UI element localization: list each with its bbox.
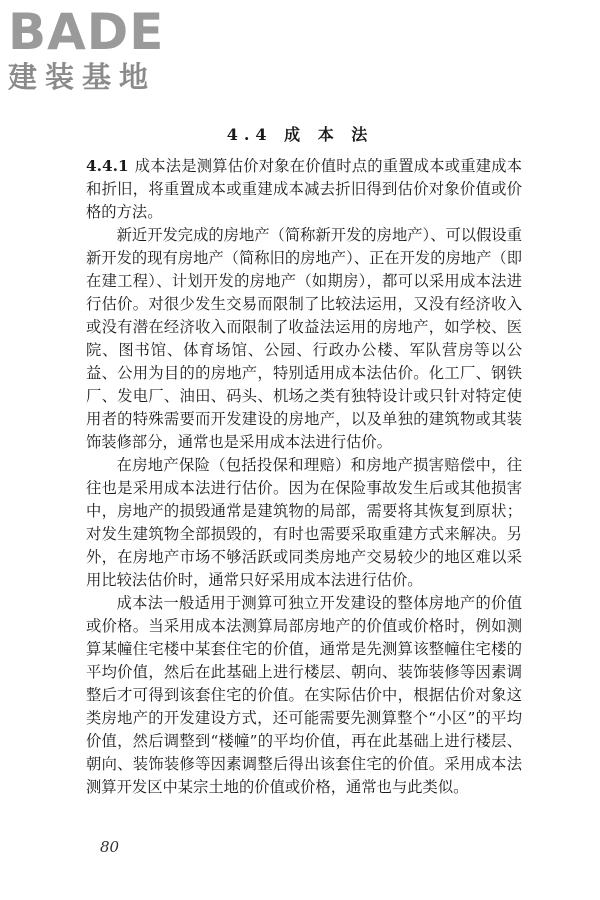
- page-body: [86, 155, 522, 799]
- paragraph: 新近开发完成的房地产（简称新开发的房地产）、可以假设重新开发的现有房地产（简称旧的房地产）、正在开发的房地产（即在建工程）、计划开发的房地产（如期房），都可以采用成本法进行估价。对很少发生交易而限制了比较法运用，又没有经济收入或没有潜在经济收入而限制了收益法运用的房地产，如学校、医院、图书馆、体育场馆、公园、行政办公楼、军队营房等以公益、公用为目的的房地产，特别适用成本法估价。化工厂、钢铁厂、发电厂、油田、码头、机场之类有独特设计或只针对特定使用者的特殊需要而开发建设的房地产，以及单独的建筑物或其装饰装修部分，通常也是采用成本法进行估价。: [86, 226, 522, 451]
- paragraph: 在房地产保险（包括投保和理赔）和房地产损害赔偿中，往往也是采用成本法进行估价。因为在保险事故发生后或其他损害中，房地产的损毁通常是建筑物的局部，需要将其恢复到原状；对发生建筑物全部损毁的，有时也需要采取重建方式来解决。另外，在房地产市场不够活跃或同类房地产交易较少的地区难以采用比较法估价时，通常只好采用成本法进行估价。: [86, 456, 522, 589]
- logo-chinese-name: 建装基地: [8, 60, 157, 94]
- clause-text: 成本法是测算估价对象在价值时点的重置成本或重建成本和折旧，将重置成本或重建成本减去折旧得到估价对象价值或价格的方法。: [86, 157, 522, 221]
- logo-wordmark: BADE: [8, 3, 165, 61]
- clause-number: 4.4.1: [86, 157, 129, 175]
- paragraph-clause: [86, 155, 522, 224]
- bade-logo: [8, 3, 183, 98]
- page-number: 80: [100, 838, 120, 856]
- section-title: 4.4 成 本 法: [226, 125, 374, 144]
- paragraph: 成本法一般适用于测算可独立开发建设的整体房地产的价值或价格。当采用成本法测算局部房地产的价值或价格时，例如测算某幢住宅楼中某套住宅的价值，通常是先测算该整幢住宅楼的平均价值，然后在此基础上进行楼层、朝向、装饰装修等因素调整后才可得到该套住宅的价值。在实际估价中，根据估价对象这类房地产的开发建设方式，还可能需要先测算整个“小区”的平均价值，然后调整到“楼幢”的平均价值，再在此基础上进行楼层、朝向、装饰装修等因素调整后得出该套住宅的价值。采用成本法测算开发区中某宗土地的价值或价格，通常也与此类似。: [86, 594, 522, 796]
